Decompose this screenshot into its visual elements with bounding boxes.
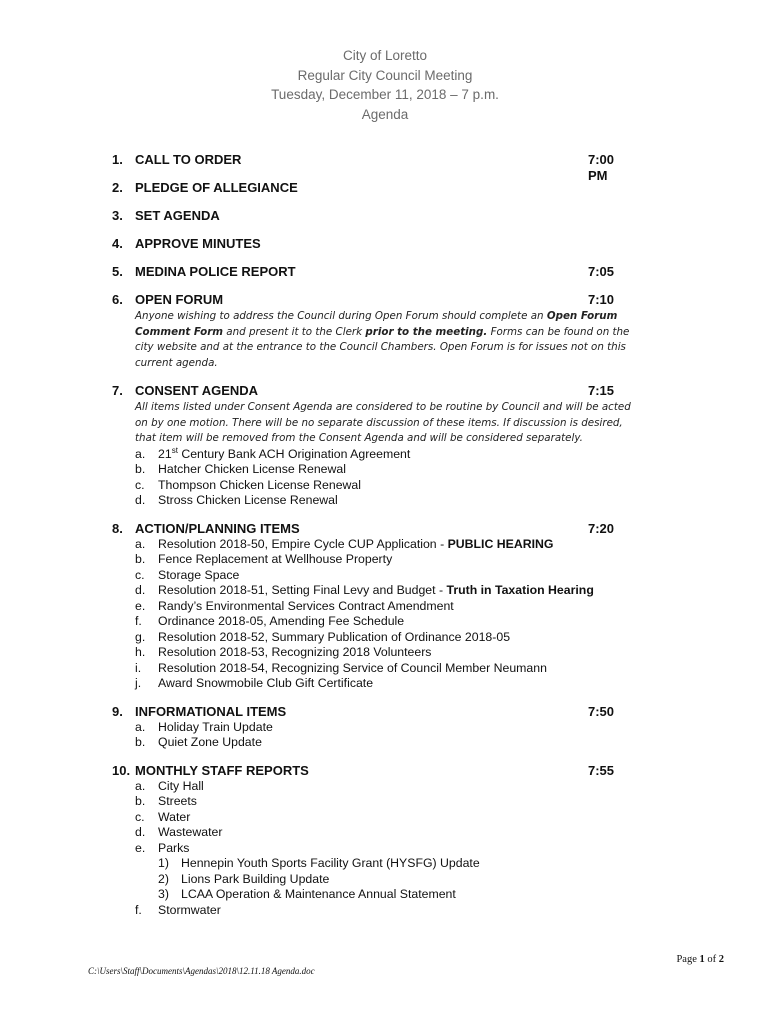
item-number: 9.: [112, 703, 123, 719]
item-title: CALL TO ORDER: [135, 152, 242, 167]
sub-item-list: [135, 779, 632, 919]
sub-item-text: [158, 599, 454, 615]
document-title: Agenda: [361, 106, 409, 122]
item-time: 7:20: [588, 520, 615, 536]
file-path: C:\Users\Staff\Documents\Agendas\2018\12.11.18 Agenda.doc: [88, 966, 315, 976]
sub-item-text: [158, 583, 594, 599]
agenda-item-heading: [112, 180, 632, 196]
agenda-item-heading: [112, 521, 632, 537]
sub-item-text-part: Resolution 2018-50, Empire Cycle CUP Application -: [158, 536, 448, 551]
sub-item-text: [158, 462, 346, 478]
item-number: 8.: [112, 520, 123, 536]
sub-item-emphasis: Truth in Taxation Hearing: [446, 583, 594, 597]
item-number: 3.: [112, 208, 123, 223]
sub-item-text: [158, 676, 373, 692]
sub-item-text-part: Resolution 2018-53, Recognizing 2018 Volunteers: [158, 645, 432, 659]
nested-sub-number: 2): [158, 871, 169, 886]
sub-item-text-part: Century Bank ACH Origination Agreement: [177, 446, 411, 461]
sub-item-text-part: Fence Replacement at Wellhouse Property: [158, 552, 393, 566]
item-note: All items listed under Consent Agenda are considered to be routine by Council and will be acted on by one motion. There will be no separate discussion of these items. If discussion is desired, that item will be removed from the Consent Agenda and will be considered separately.: [135, 401, 631, 444]
item-title: MONTHLY STAFF REPORTS: [135, 762, 309, 778]
sub-item: [135, 583, 632, 599]
agenda-list: [112, 152, 632, 930]
item-title: MEDINA POLICE REPORT: [135, 264, 296, 279]
sub-item-text-part: Resolution 2018-51, Setting Final Levy and Budget -: [158, 583, 447, 597]
sub-item-letter: f.: [135, 614, 142, 628]
sub-item-letter: b.: [135, 735, 146, 749]
item-title: SET AGENDA: [135, 208, 220, 223]
sub-item-letter: d.: [135, 493, 146, 507]
sub-item-text-part: Ordinance 2018-05, Amending Fee Schedule: [158, 614, 405, 628]
nested-sub-list: [158, 856, 632, 903]
note-emphasis: prior to the meeting.: [365, 325, 488, 338]
item-title: CONSENT AGENDA: [135, 383, 259, 398]
sub-item-text: [158, 903, 221, 919]
sub-item-text: [158, 493, 338, 509]
sub-item-text: [158, 630, 510, 646]
sub-item-text-part: Randy’s Environmental Services Contract Amendment: [158, 598, 454, 613]
sub-item-letter: a.: [135, 446, 146, 461]
item-title: OPEN FORUM: [135, 292, 224, 307]
sub-item-text-part: Stormwater: [158, 902, 221, 917]
agenda-item-heading: [112, 704, 632, 720]
nested-sub-number: 1): [158, 856, 169, 870]
agenda-item: [112, 763, 632, 919]
agenda-item: [112, 264, 632, 280]
agenda-item-heading: [112, 208, 632, 224]
sub-item-emphasis: PUBLIC HEARING: [447, 536, 554, 551]
item-title: APPROVE MINUTES: [135, 236, 261, 251]
note-text: and present it to the Clerk: [223, 325, 366, 338]
sub-item-text-part: City Hall: [158, 778, 204, 793]
sub-item-text-part: Parks: [158, 840, 190, 855]
sub-item-text: [158, 645, 431, 661]
sub-item-letter: b.: [135, 462, 146, 476]
nested-sub-item: [158, 887, 632, 903]
agenda-item-heading: [112, 264, 632, 280]
sub-item-letter: d.: [135, 583, 146, 597]
nested-sub-text: Hennepin Youth Sports Facility Grant (HYSFG) Update: [181, 856, 480, 870]
sub-item-text-part: Award Snowmobile Club Gift Certificate: [158, 676, 374, 690]
sub-item-text: [158, 794, 197, 810]
sub-item: [135, 614, 632, 630]
sub-item: [135, 825, 632, 841]
agenda-item: [112, 180, 632, 196]
sub-item-letter: e.: [135, 598, 146, 613]
sub-item-letter: f.: [135, 902, 142, 917]
nested-sub-number: 3): [158, 887, 169, 901]
sub-item: [135, 537, 632, 553]
sub-item: [135, 676, 632, 692]
item-time: 7:10: [588, 292, 615, 307]
sub-item: [135, 903, 632, 919]
sub-item-text: [158, 552, 392, 568]
item-title: INFORMATIONAL ITEMS: [135, 703, 287, 719]
sub-item-text: [158, 825, 222, 841]
sub-item-letter: g.: [135, 629, 146, 644]
nested-sub-item: [158, 872, 632, 888]
sub-item-letter: a.: [135, 778, 146, 793]
sub-item-text-part: Streets: [158, 794, 197, 808]
sub-item-text-part: Stross Chicken License Renewal: [158, 493, 338, 507]
sub-item: [135, 568, 632, 584]
sub-item-text: [158, 478, 361, 494]
sub-item-text-part: Hatcher Chicken License Renewal: [158, 462, 346, 476]
nested-sub-item: [158, 856, 632, 872]
page-number: Page 1 of 2: [676, 954, 724, 965]
item-number: 7.: [112, 383, 123, 398]
sub-item-letter: h.: [135, 645, 146, 659]
sub-item: [135, 493, 632, 509]
sub-item-list: [135, 447, 632, 509]
sub-item: [135, 794, 632, 810]
item-number: 6.: [112, 292, 123, 307]
item-time: 7:05: [588, 264, 615, 279]
sub-item: [135, 599, 632, 615]
sub-item: [135, 841, 632, 857]
sub-item: [135, 720, 632, 736]
city-name: City of Loretto: [342, 48, 428, 63]
agenda-item: [112, 236, 632, 252]
sub-item-letter: e.: [135, 840, 146, 855]
sub-item-text: [158, 841, 189, 857]
nested-sub-text: LCAA Operation & Maintenance Annual Statement: [181, 887, 456, 901]
agenda-item-heading: [112, 763, 632, 779]
ordinal-suffix: st: [171, 445, 178, 455]
sub-item-list: [135, 537, 632, 692]
sub-item: [135, 645, 632, 661]
sub-item-text: [158, 810, 190, 826]
item-title: PLEDGE OF ALLEGIANCE: [135, 180, 298, 195]
sub-item-list: [135, 720, 632, 751]
item-time: 7:15: [588, 383, 615, 398]
sub-item-text: [158, 447, 410, 463]
sub-item-text-part: Water: [158, 809, 191, 824]
agenda-item-heading: [112, 292, 632, 308]
agenda-item: [112, 152, 632, 183]
item-number: 4.: [112, 236, 123, 251]
item-number: 10.: [112, 762, 131, 778]
sub-item: [135, 447, 632, 463]
sub-item-text-part: Storage Space: [158, 567, 240, 582]
agenda-item: [112, 292, 632, 371]
item-time: 7:55: [588, 762, 615, 778]
sub-item-text-part: 21: [158, 446, 172, 461]
sub-item: [135, 552, 632, 568]
sub-item-letter: j.: [135, 676, 142, 690]
item-title: ACTION/PLANNING ITEMS: [135, 520, 300, 536]
sub-item-text-part: Thompson Chicken License Renewal: [158, 477, 362, 492]
note-text: Forms can be found on the city website and at the entrance to the Council Chambers. Open Forum is for issues not on this current agenda.: [135, 325, 630, 369]
sub-item: [135, 810, 632, 826]
agenda-item-heading: [112, 383, 632, 399]
agenda-item: [112, 704, 632, 751]
item-time: 7:00 PM: [588, 152, 615, 183]
agenda-item: [112, 208, 632, 224]
meeting-date: Tuesday, December 11, 2018 – 7 p.m.: [271, 87, 499, 103]
nested-sub-text: Lions Park Building Update: [181, 871, 330, 886]
sub-item-text-part: Resolution 2018-52, Summary Publication of Ordinance 2018-05: [158, 629, 511, 644]
note-text: Anyone wishing to address the Council during Open Forum should complete an: [135, 310, 547, 322]
sub-item-text: [158, 735, 262, 751]
meeting-type: Regular City Council Meeting: [297, 67, 473, 83]
sub-item: [135, 630, 632, 646]
sub-item-letter: b.: [135, 794, 146, 808]
sub-item-letter: a.: [135, 536, 146, 551]
agenda-item-heading: [112, 152, 632, 183]
sub-item-text: [158, 568, 239, 584]
sub-item: [135, 779, 632, 795]
sub-item-text: [158, 661, 547, 677]
sub-item-text: [158, 720, 273, 736]
sub-item-text: [158, 614, 404, 630]
sub-item-text-part: Wastewater: [158, 825, 223, 839]
sub-item: [135, 462, 632, 478]
item-number: 1.: [112, 152, 123, 167]
sub-item: [135, 661, 632, 677]
sub-item-letter: a.: [135, 719, 146, 734]
sub-item: [135, 735, 632, 751]
agenda-item: [112, 521, 632, 692]
agenda-item-heading: [112, 236, 632, 252]
sub-item-text: [158, 537, 553, 553]
sub-item-text-part: Resolution 2018-54, Recognizing Service of Council Member Neumann: [158, 660, 547, 675]
sub-item-letter: b.: [135, 552, 146, 566]
sub-item-letter: c.: [135, 567, 145, 582]
sub-item-letter: c.: [135, 809, 145, 824]
sub-item: [135, 478, 632, 494]
item-number: 2.: [112, 180, 123, 195]
sub-item-text: [158, 779, 204, 795]
sub-item-letter: d.: [135, 825, 146, 839]
sub-item-text-part: Holiday Train Update: [158, 719, 273, 734]
item-number: 5.: [112, 264, 123, 279]
agenda-item: [112, 383, 632, 509]
note-emphasis: Open Forum Comment Form: [135, 310, 618, 338]
sub-item-text-part: Quiet Zone Update: [158, 735, 262, 749]
sub-item-letter: c.: [135, 477, 145, 492]
item-note: [135, 309, 632, 371]
sub-item-letter: i.: [135, 660, 142, 675]
item-time: 7:50: [588, 703, 615, 719]
agenda-header: [0, 46, 770, 124]
